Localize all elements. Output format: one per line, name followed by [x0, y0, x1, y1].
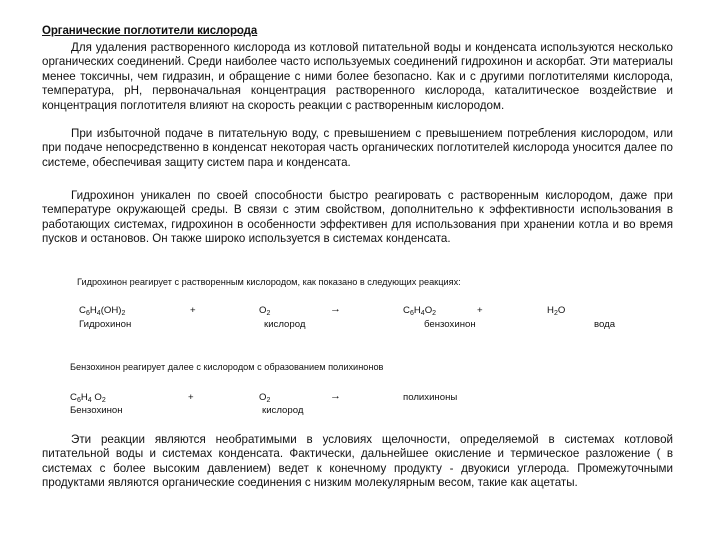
- reaction1-product1-formula: $C_6H_4O_2$: [403, 305, 437, 317]
- reaction2-reactant2-formula: $O_2$: [259, 392, 271, 404]
- reaction2-product: полихиноны: [403, 392, 458, 403]
- section-title: Органические поглотители кислорода: [42, 25, 258, 37]
- reaction1-intro: Гидрохинон реагирует с растворенным кислородом, как показано в следующих реакциях:: [77, 277, 461, 287]
- reaction1-reactant1-formula: $C_6H_4(OH)_2$: [79, 305, 126, 317]
- paragraph-hydroquinone: Гидрохинон уникален по своей способности быстро реагировать с растворенным кислородом, даже при температуре окружающей среды. В связи с этим свойством, дополнительно к эффективности использования в работающих системах, гидрохинон в особенности эффективен для использования при хранении котла и во время пусков и остановов. Он также широко используется в системах конденсата.: [42, 189, 673, 246]
- paragraph-irreversible: Эти реакции являются необратимыми в условиях щелочности, определяемой в системах котловой питательной воды и системах конденсата. Фактически, дальнейшее окисление и термическое разложение ( в системах с более высоким давлением) ведет к конечному продукту - двуокиси углерода. Промежуточными продуктами являются органические соединения с низким молекулярным весом, такие как ацетаты.: [42, 433, 673, 490]
- reaction1-product2-formula: $H_2O$: [547, 305, 566, 317]
- paragraph-carryover: При избыточной подаче в питательную воду, с превышением с превышением потребления кислородом, или при подаче непосредственно в конденсат некоторая часть органических поглотителей кислорода уносится далее по системе, обеспечивая защиту систем пара и конденсата.: [42, 127, 673, 169]
- reaction2-intro: Бензохинон реагирует далее с кислородом с образованием полихинонов: [70, 362, 384, 372]
- reaction1-arrow-icon: →: [330, 303, 341, 315]
- reaction1-plus2: +: [477, 305, 483, 316]
- reaction1-reactant1-name: Гидрохинон: [79, 319, 132, 330]
- reaction2-arrow-icon: →: [330, 390, 341, 402]
- reaction2-plus: +: [188, 392, 194, 403]
- reaction1-reactant2-formula: $O_2$: [259, 305, 271, 317]
- reaction1-plus1: +: [190, 305, 196, 316]
- reaction1-reactant2-name: кислород: [264, 319, 306, 330]
- paragraph-intro: Для удаления растворенного кислорода из котловой питательной воды и конденсата используются несколько органических соединений. Среди наиболее часто используемых соединений гидрохинон и аскорбат. Эти материалы менее токсичны, чем гидразин, и обращение с ними более безопасно. Как и с другими поглотителями кислорода, температура, pH, первоначальная концентрация растворенного кислорода, каталитическое воздействие и концентрация поглотителя влияют на скорость реакции с растворенным кислородом.: [42, 41, 673, 112]
- reaction2-reactant1-name: Бензохинон: [70, 405, 123, 416]
- reaction1-product1-name: бензохинон: [424, 319, 476, 330]
- reaction1-product2-name: вода: [594, 319, 616, 330]
- reaction2-reactant2-name: кислород: [262, 405, 304, 416]
- reaction2-reactant1-formula: $C_6H_4$ $O_2$: [70, 392, 106, 404]
